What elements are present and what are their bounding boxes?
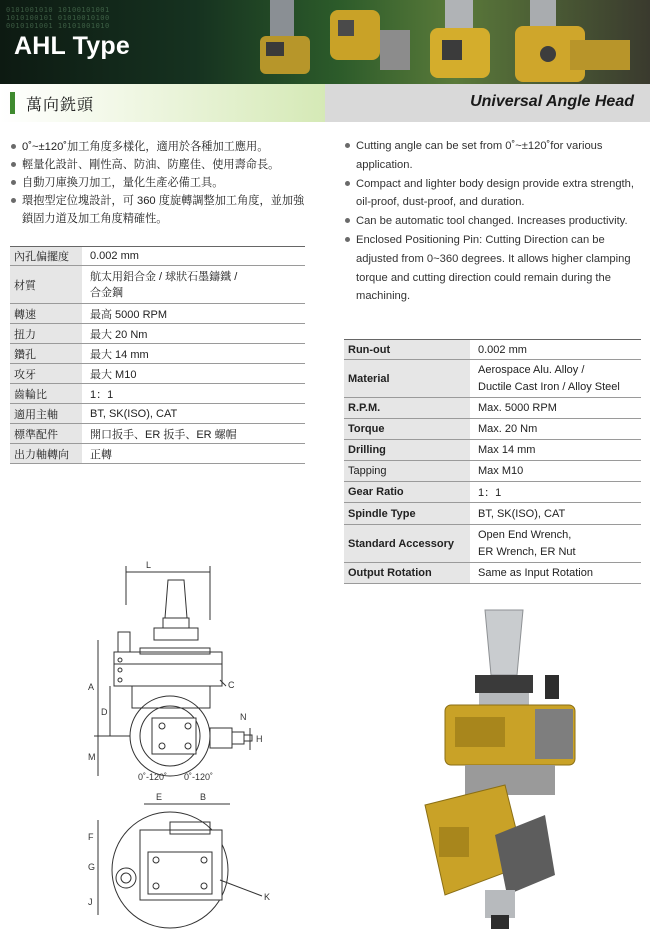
spec-value: 正轉 <box>82 444 305 464</box>
list-item: 0˚~±120˚加工角度多樣化，適用於各種加工應用。 <box>10 138 310 156</box>
dim-label-M: M <box>88 752 96 762</box>
dim-label-B: B <box>200 792 207 802</box>
product-photo <box>395 605 635 935</box>
list-item: Compact and lighter body design provide extra strength, oil-proof, dust-proof, and duration. <box>344 175 644 213</box>
angle-label-right: 0˚-120˚ <box>184 772 214 782</box>
dim-label-D: D <box>101 707 108 717</box>
spec-label: 出力軸轉向 <box>10 444 82 464</box>
zh-spec-table <box>10 246 305 464</box>
table-row <box>10 344 305 364</box>
spec-value: Max 14 mm <box>470 440 641 461</box>
binary-texture: 0101001010 10100101001 1010100101 01010010100 0010101001 10101001010 <box>6 6 110 30</box>
table-row <box>344 525 641 563</box>
spec-label: Torque <box>344 419 470 440</box>
list-item: Can be automatic tool changed. Increases productivity. <box>344 212 644 231</box>
spec-label: Run-out <box>344 340 470 360</box>
spec-label: 材質 <box>10 266 82 304</box>
spec-value: 最大 14 mm <box>82 344 305 364</box>
dim-label-F: F <box>88 832 94 842</box>
spec-label: 鑽孔 <box>10 344 82 364</box>
spec-label: Standard Accessory <box>344 525 470 563</box>
spec-value: Max. 20 Nm <box>470 419 641 440</box>
spec-value: Aerospace Alu. Alloy / Ductile Cast Iron / Alloy Steel <box>470 360 641 398</box>
spec-label: Spindle Type <box>344 503 470 525</box>
spec-label: Output Rotation <box>344 563 470 584</box>
table-row <box>10 247 305 266</box>
angle-label-left: 0˚-120˚ <box>138 772 168 782</box>
en-spec-table <box>344 339 641 584</box>
table-row <box>344 360 641 398</box>
dim-label-L: L <box>146 560 152 570</box>
zh-section-title: 萬向銑頭 <box>26 97 95 114</box>
en-section-title: Universal Angle Head <box>470 93 634 110</box>
header-banner <box>0 0 650 84</box>
banner-product-images <box>230 0 650 84</box>
spec-value: 最大 M10 <box>82 364 305 384</box>
dim-label-N: N <box>240 712 247 722</box>
spec-label: 齒輪比 <box>10 384 82 404</box>
spec-label: 攻牙 <box>10 364 82 384</box>
table-row <box>10 424 305 444</box>
spec-label: 標準配件 <box>10 424 82 444</box>
list-item: 輕量化設計、剛性高、防油、防塵佳、使用壽命長。 <box>10 156 310 174</box>
spec-label: 適用主軸 <box>10 404 82 424</box>
spec-value: 0.002 mm <box>470 340 641 360</box>
spec-value: Max M10 <box>470 461 641 482</box>
dim-label-A: A <box>88 682 95 692</box>
table-row <box>10 444 305 464</box>
technical-drawing <box>70 560 310 935</box>
list-item: Enclosed Positioning Pin: Cutting Direction can be adjusted from 0~360 degrees. It allows higher clamping torque and cutting direction could remain during the machining. <box>344 231 644 306</box>
spec-label: Tapping <box>344 461 470 482</box>
dim-label-K: K <box>264 892 271 902</box>
section-title-bar <box>0 84 650 122</box>
spec-value: Open End Wrench, ER Wrench, ER Nut <box>470 525 641 563</box>
table-row <box>10 304 305 324</box>
title-marker <box>10 92 15 114</box>
spec-value: 最大 20 Nm <box>82 324 305 344</box>
table-row <box>10 404 305 424</box>
en-feature-list <box>344 137 644 306</box>
spec-label: Gear Ratio <box>344 482 470 503</box>
spec-value: Same as Input Rotation <box>470 563 641 584</box>
dim-label-C: C <box>228 680 235 690</box>
spec-value: 1：1 <box>82 384 305 404</box>
spec-label: Material <box>344 360 470 398</box>
table-row <box>10 324 305 344</box>
spec-value: Max. 5000 RPM <box>470 398 641 419</box>
list-item: 環抱型定位塊設計，可 360 度旋轉調整加工角度，並加強鎖固力道及加工角度精確性。 <box>10 192 310 228</box>
table-row <box>344 398 641 419</box>
table-row <box>344 461 641 482</box>
spec-value: BT, SK(ISO), CAT <box>82 404 305 424</box>
spec-label: R.P.M. <box>344 398 470 419</box>
spec-value: 航太用鋁合金 / 球狀石墨鑄鐵 / 合金鋼 <box>82 266 305 304</box>
table-row <box>10 266 305 304</box>
table-row <box>344 340 641 360</box>
table-row <box>344 503 641 525</box>
table-row <box>10 384 305 404</box>
table-row <box>344 440 641 461</box>
spec-label: 內孔偏擺度 <box>10 247 82 266</box>
table-row <box>344 419 641 440</box>
table-row <box>344 482 641 503</box>
dim-label-J: J <box>88 897 93 907</box>
zh-feature-list <box>10 138 310 228</box>
table-row <box>344 563 641 584</box>
dim-label-H: H <box>256 734 263 744</box>
spec-value: 1：1 <box>470 482 641 503</box>
spec-value: 最高 5000 RPM <box>82 304 305 324</box>
spec-value: 0.002 mm <box>82 247 305 266</box>
dim-label-G: G <box>88 862 96 872</box>
table-row <box>10 364 305 384</box>
spec-label: 扭力 <box>10 324 82 344</box>
spec-value: BT, SK(ISO), CAT <box>470 503 641 525</box>
spec-label: 轉速 <box>10 304 82 324</box>
list-item: 自動刀庫換刀加工，量化生產必備工具。 <box>10 174 310 192</box>
page-title: AHL Type <box>14 32 130 60</box>
dim-label-E: E <box>156 792 163 802</box>
spec-value: 開口扳手、ER 扳手、ER 螺帽 <box>82 424 305 444</box>
list-item: Cutting angle can be set from 0˚~±120˚for various application. <box>344 137 644 175</box>
spec-label: Drilling <box>344 440 470 461</box>
